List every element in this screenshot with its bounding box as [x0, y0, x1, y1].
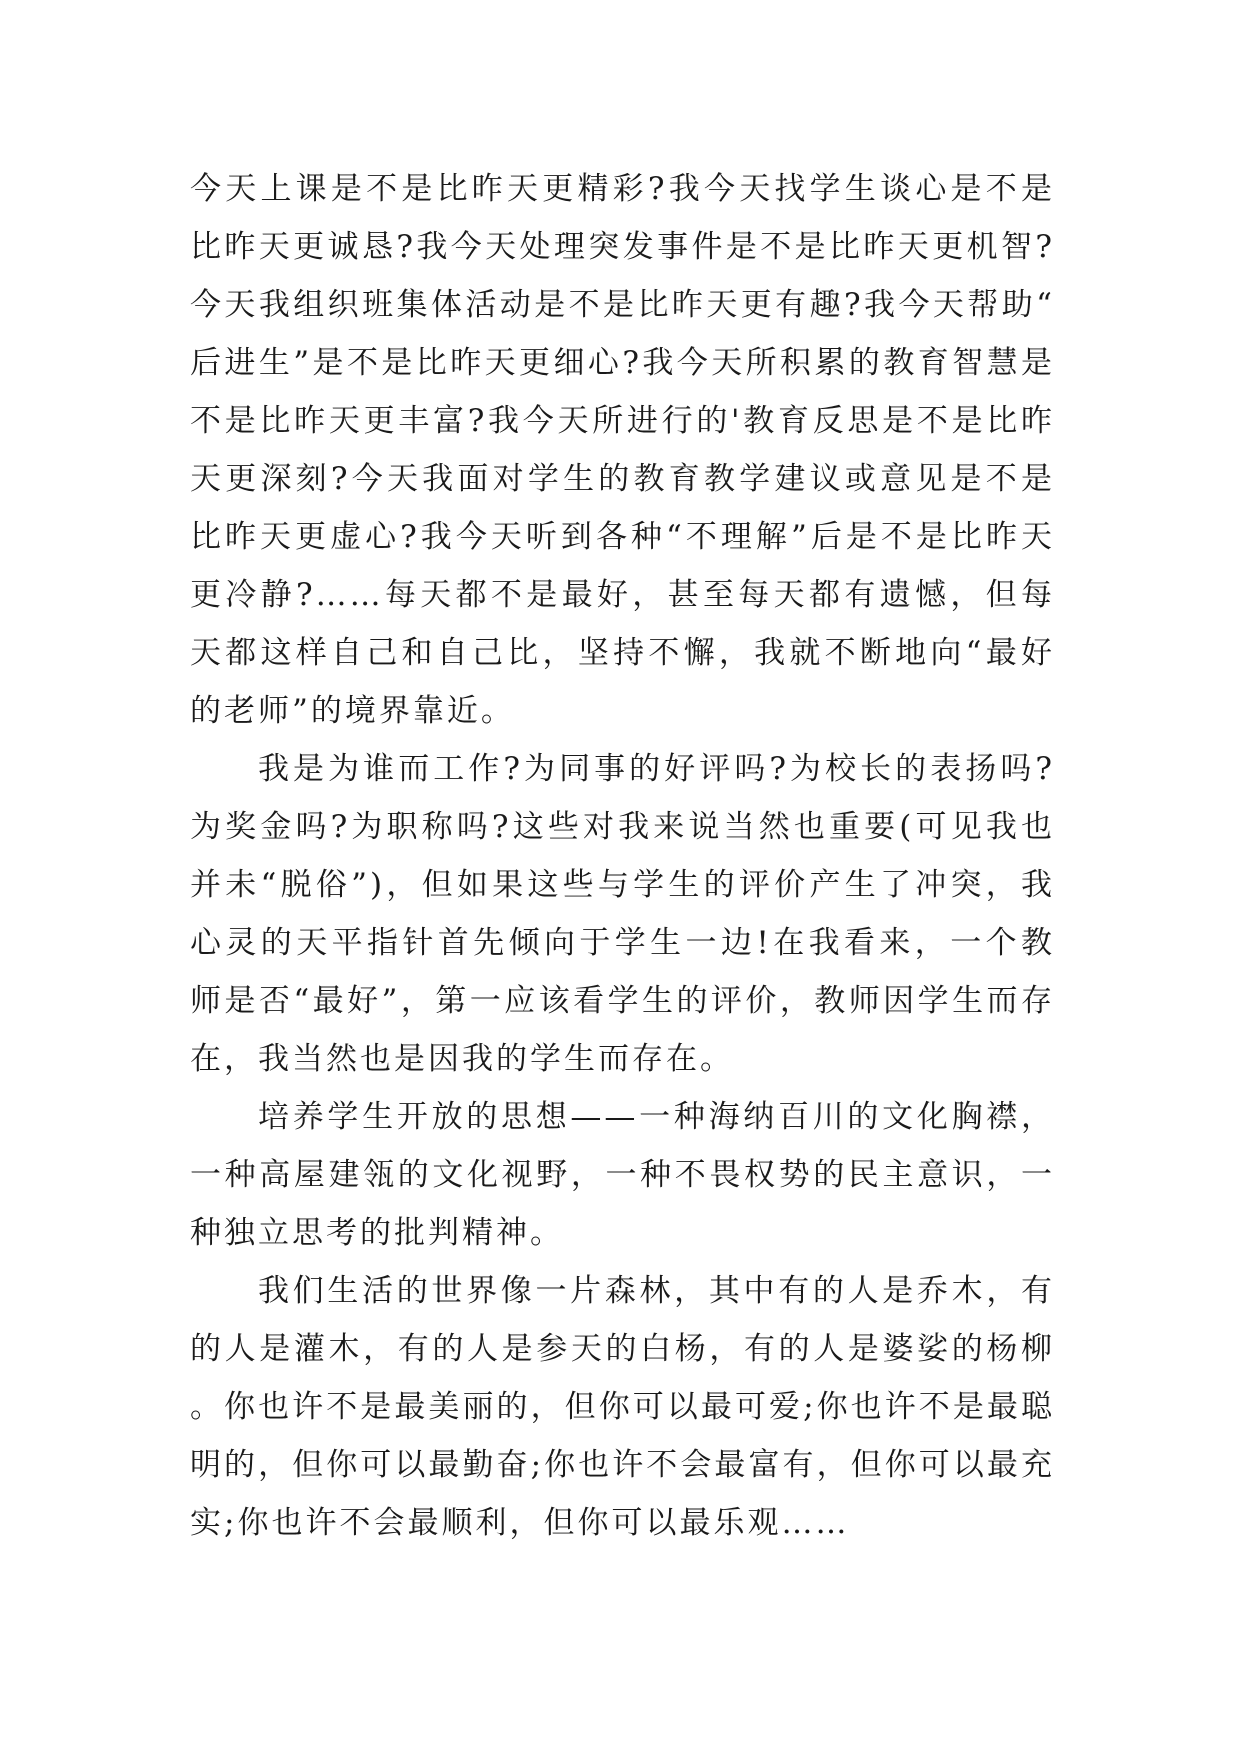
paragraph-4: 我们生活的世界像一片森林，其中有的人是乔木，有的人是灌木，有的人是参天的白杨，有的人是婆娑的杨柳。你也许不是最美丽的，但你可以最可爱;你也许不是最聪明的，但你可以最勤奋;你也许不会最富有，但你可以最充实;你也许不会最顺利，但你可以最乐观…… — [190, 1273, 1055, 1541]
document-body — [190, 160, 1055, 1552]
paragraph-2: 我是为谁而工作?为同事的好评吗?为校长的表扬吗?为奖金吗?为职称吗?这些对我来说当然也重要(可见我也并未“脱俗”)，但如果这些与学生的评价产生了冲突，我心灵的天平指针首先倾向于学生一边!在我看来，一个教师是否“最好”，第一应该看学生的评价，教师因学生而存在，我当然也是因我的学生而存在。 — [190, 751, 1055, 1077]
paragraph-1: 今天上课是不是比昨天更精彩?我今天找学生谈心是不是比昨天更诚恳?我今天处理突发事件是不是比昨天更机智?今天我组织班集体活动是不是比昨天更有趣?我今天帮助“后进生”是不是比昨天更细心?我今天所积累的教育智慧是不是比昨天更丰富?我今天所进行的'教育反思是不是比昨天更深刻?今天我面对学生的教育教学建议或意见是不是比昨天更虚心?我今天听到各种“不理解”后是不是比昨天更冷静?……每天都不是最好，甚至每天都有遗憾，但每天都这样自己和自己比，坚持不懈，我就不断地向“最好的老师”的境界靠近。 — [190, 171, 1055, 729]
paragraph-3: 培养学生开放的思想——一种海纳百川的文化胸襟，一种高屋建瓴的文化视野，一种不畏权势的民主意识，一种独立思考的批判精神。 — [190, 1099, 1055, 1251]
